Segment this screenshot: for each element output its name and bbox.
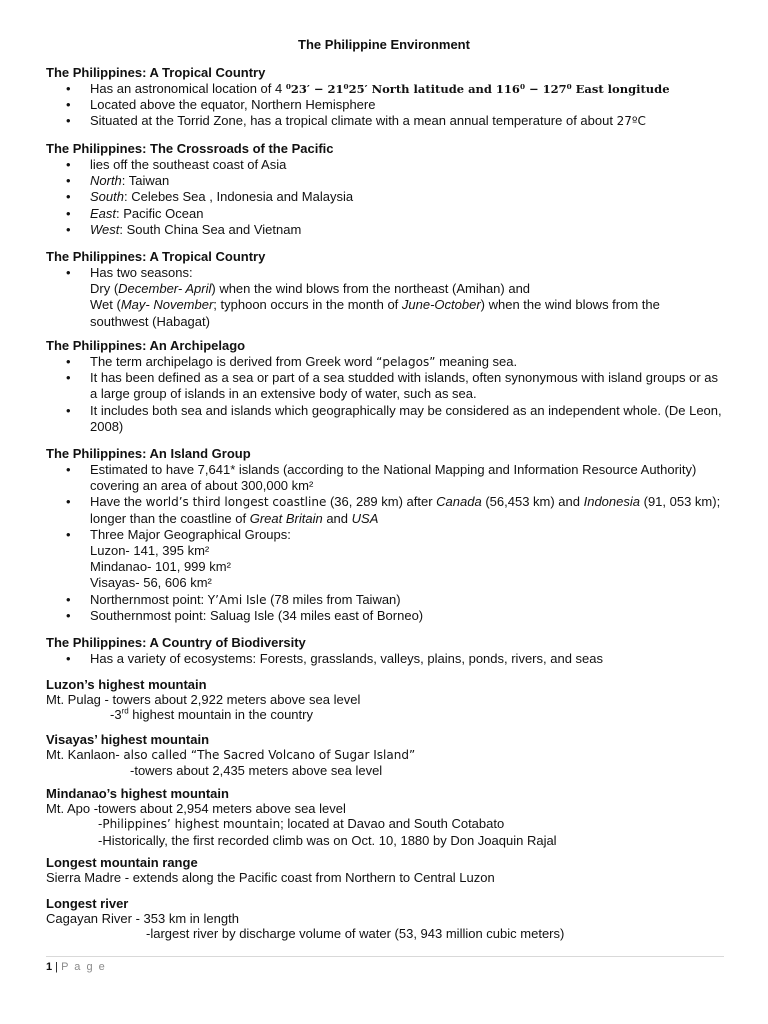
footer-divider — [46, 956, 724, 957]
page-label: P a g e — [61, 961, 107, 973]
bullet-list-biodiversity — [46, 651, 726, 667]
list-item: • Has two seasons: Dry (December- April) when the wind blows from the northeast (Amihan) and Wet (May- November; typhoon occurs in the month of June-October) when the wind blows from the southwest (Habagat) — [46, 265, 726, 330]
dry-season-line: Dry (December- April) when the wind blows from the northeast (Amihan) and — [90, 281, 531, 297]
section-heading-visayas-mountain: Visayas’ highest mountain — [46, 732, 210, 747]
list-item: • Has an astronomical location of 4 ⁰23′ − 21⁰25′ North latitude and 116⁰ − 127⁰ East longitude — [46, 81, 726, 97]
list-item: • East: Pacific Ocean — [46, 206, 726, 222]
bullet-list-seasons — [46, 265, 726, 330]
section-heading-archipelago: The Philippines: An Archipelago — [46, 338, 246, 353]
list-item: • It has been defined as a sea or part of a sea studded with islands, often synonymous with island groups or as a large group of islands in an extensive body of water, such as sea. — [46, 370, 726, 402]
bullet-list-tropical-country — [46, 81, 726, 130]
list-item: • Three Major Geographical Groups: Luzon- 141, 395 km² Mindanao- 101, 999 km² Visayas- 56, 606 km² — [46, 527, 726, 592]
list-item: • Northernmost point: Y’Ami Isle (78 miles from Taiwan) — [46, 592, 726, 608]
list-item: • Located above the equator, Northern Hemisphere — [46, 97, 726, 113]
section-heading-crossroads: The Philippines: The Crossroads of the Pacific — [46, 141, 334, 156]
list-item: • North: Taiwan — [46, 173, 726, 189]
page-number: 1 — [46, 961, 53, 973]
list-item: • Have the world’s third longest coastline (36, 289 km) after Canada (56,453 km) and Indonesia (91, 053 km); longer than the coastline of Great Britain and USA — [46, 494, 726, 526]
section-heading-seasons: The Philippines: A Tropical Country — [46, 249, 266, 264]
bullet-list-archipelago — [46, 354, 726, 435]
section-heading-island-group: The Philippines: An Island Group — [46, 446, 251, 461]
section-heading-longest-river: Longest river — [46, 896, 129, 911]
luzon-mountain-text: Mt. Pulag - towers about 2,922 meters above sea level -3rd highest mountain in the country — [46, 692, 361, 723]
list-item: • South: Celebes Sea , Indonesia and Malaysia — [46, 189, 726, 205]
bullet-list-crossroads — [46, 157, 726, 238]
list-item: • Situated at the Torrid Zone, has a tropical climate with a mean annual temperature of about 27ºC — [46, 113, 726, 129]
page-footer: 1 | P a g e — [46, 961, 107, 973]
list-item: • Has a variety of ecosystems: Forests, grasslands, valleys, plains, ponds, rivers, and seas — [46, 651, 726, 667]
section-heading-biodiversity: The Philippines: A Country of Biodiversity — [46, 635, 306, 650]
mindanao-mountain-text: Mt. Apo -towers about 2,954 meters above sea level -Philippines’ highest mountain; located at Davao and South Cotabato -Historically, the first recorded climb was on Oct. 10, 1880 by Don Joaquin Rajal — [46, 801, 557, 848]
list-item: • West: South China Sea and Vietnam — [46, 222, 726, 238]
bullet-list-island-group — [46, 462, 726, 624]
section-heading-mountain-range: Longest mountain range — [46, 855, 198, 870]
longest-river-text: Cagayan River - 353 km in length -largest river by discharge volume of water (53, 943 million cubic meters) — [46, 911, 565, 942]
section-heading-mindanao-mountain: Mindanao’s highest mountain — [46, 786, 229, 801]
list-item: • lies off the southeast coast of Asia — [46, 157, 726, 173]
list-item: • The term archipelago is derived from Greek word “pelagos” meaning sea. — [46, 354, 726, 370]
section-heading-tropical-country: The Philippines: A Tropical Country — [46, 65, 266, 80]
list-item: • Southernmost point: Saluag Isle (34 miles east of Borneo) — [46, 608, 726, 624]
section-heading-luzon-mountain: Luzon’s highest mountain — [46, 677, 207, 692]
mountain-range-text: Sierra Madre - extends along the Pacific coast from Northern to Central Luzon — [46, 870, 495, 885]
list-item: • It includes both sea and islands which geographically may be considered as an independent whole. (De Leon, 2008) — [46, 403, 726, 435]
visayas-mountain-text: Mt. Kanlaon- also called “The Sacred Volcano of Sugar Island” -towers about 2,435 meters above sea level — [46, 747, 416, 779]
list-item: • Estimated to have 7,641* islands (according to the National Mapping and Information Resource Authority) covering an area of about 300,000 km² — [46, 462, 726, 494]
wet-season-line: Wet (May- November; typhoon occurs in the month of June-October) when the wind blows from the — [90, 297, 660, 313]
document-title: The Philippine Environment — [298, 37, 470, 52]
